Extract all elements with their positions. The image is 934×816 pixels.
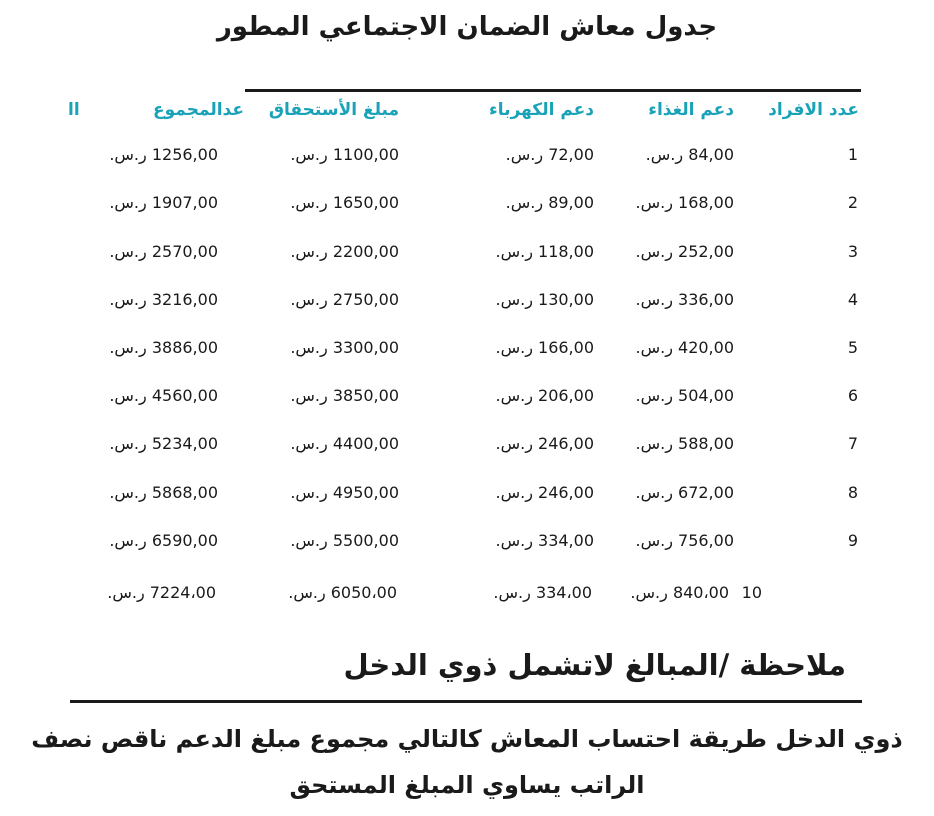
cell-members: 3 bbox=[847, 242, 858, 261]
cell-total: 1256,00 ر.س. bbox=[109, 145, 218, 164]
cell-total: 7224،00 ر.س. bbox=[107, 583, 216, 602]
cell-members: 7 bbox=[847, 434, 858, 453]
cell-electricity: 246,00 ر.س. bbox=[495, 434, 594, 453]
cell-due: 2750,00 ر.س. bbox=[290, 290, 399, 309]
cell-due: 3300,00 ر.س. bbox=[290, 338, 399, 357]
cell-total: 5234,00 ر.س. bbox=[109, 434, 218, 453]
table-row bbox=[0, 145, 934, 175]
cell-total: 6590,00 ر.س. bbox=[109, 531, 218, 550]
table-row bbox=[0, 338, 934, 368]
cell-due: 1650,00 ر.س. bbox=[290, 193, 399, 212]
cell-food: 504,00 ر.س. bbox=[635, 386, 734, 405]
cell-members: 5 bbox=[847, 338, 858, 357]
note-text: ملاحظة /المبالغ لاتشمل ذوي الدخل bbox=[343, 648, 846, 682]
cell-due: 3850,00 ر.س. bbox=[290, 386, 399, 405]
cell-total: 2570,00 ر.س. bbox=[109, 242, 218, 261]
cell-electricity: 130,00 ر.س. bbox=[495, 290, 594, 309]
cell-food: 84,00 ر.س. bbox=[645, 145, 734, 164]
table-row bbox=[0, 193, 934, 223]
header-members: عدد الافراد bbox=[768, 100, 859, 120]
note-rule bbox=[70, 700, 862, 703]
cell-members: 4 bbox=[847, 290, 858, 309]
cell-due: 2200,00 ر.س. bbox=[290, 242, 399, 261]
cell-electricity: 334،00 ر.س. bbox=[493, 583, 592, 602]
cell-food: 672,00 ر.س. bbox=[635, 483, 734, 502]
cell-members: 2 bbox=[847, 193, 858, 212]
cell-total: 5868,00 ر.س. bbox=[109, 483, 218, 502]
cell-members: 10 bbox=[741, 583, 762, 602]
cell-electricity: 72,00 ر.س. bbox=[505, 145, 594, 164]
cell-total: 3216,00 ر.س. bbox=[109, 290, 218, 309]
explanation-line-1: ذوي الدخل طريقة احتساب المعاش كالتالي مجموع مبلغ الدعم ناقص نصف bbox=[31, 725, 903, 753]
cell-food: 168,00 ر.س. bbox=[635, 193, 734, 212]
cell-electricity: 206,00 ر.س. bbox=[495, 386, 594, 405]
header-extra: اا bbox=[68, 100, 80, 120]
cell-members: 1 bbox=[847, 145, 858, 164]
cell-electricity: 334,00 ر.س. bbox=[495, 531, 594, 550]
cell-food: 420,00 ر.س. bbox=[635, 338, 734, 357]
cell-food: 252,00 ر.س. bbox=[635, 242, 734, 261]
page-title: جدول معاش الضمان الاجتماعي المطور bbox=[216, 12, 718, 42]
table-row bbox=[0, 531, 934, 561]
cell-electricity: 89,00 ر.س. bbox=[505, 193, 594, 212]
table-row bbox=[0, 434, 934, 464]
table-row bbox=[0, 386, 934, 416]
cell-total: 3886,00 ر.س. bbox=[109, 338, 218, 357]
explanation-text bbox=[20, 716, 914, 808]
table-row bbox=[0, 483, 934, 513]
cell-electricity: 246,00 ر.س. bbox=[495, 483, 594, 502]
cell-food: 756,00 ر.س. bbox=[635, 531, 734, 550]
header-electricity-support: دعم الكهرباء bbox=[489, 100, 594, 120]
cell-members: 9 bbox=[847, 531, 858, 550]
cell-total: 1907,00 ر.س. bbox=[109, 193, 218, 212]
cell-due: 4950,00 ر.س. bbox=[290, 483, 399, 502]
table-row bbox=[0, 242, 934, 272]
cell-food: 588,00 ر.س. bbox=[635, 434, 734, 453]
cell-due: 6050،00 ر.س. bbox=[288, 583, 397, 602]
explanation-line-2: الراتب يساوي المبلغ المستحق bbox=[289, 771, 645, 799]
table-row bbox=[0, 290, 934, 320]
cell-members: 6 bbox=[847, 386, 858, 405]
header-due-amount: مبلغ الأستحقاق bbox=[268, 100, 399, 120]
cell-food: 336,00 ر.س. bbox=[635, 290, 734, 309]
cell-food: 840،00 ر.س. bbox=[630, 583, 729, 602]
cell-electricity: 118,00 ر.س. bbox=[495, 242, 594, 261]
cell-total: 4560,00 ر.س. bbox=[109, 386, 218, 405]
cell-due: 1100,00 ر.س. bbox=[290, 145, 399, 164]
header-food-support: دعم الغذاء bbox=[648, 100, 734, 120]
header-total: عدالمجموع bbox=[153, 100, 244, 120]
cell-due: 5500,00 ر.س. bbox=[290, 531, 399, 550]
cell-electricity: 166,00 ر.س. bbox=[495, 338, 594, 357]
cell-members: 8 bbox=[847, 483, 858, 502]
cell-due: 4400,00 ر.س. bbox=[290, 434, 399, 453]
table-row bbox=[0, 583, 934, 613]
